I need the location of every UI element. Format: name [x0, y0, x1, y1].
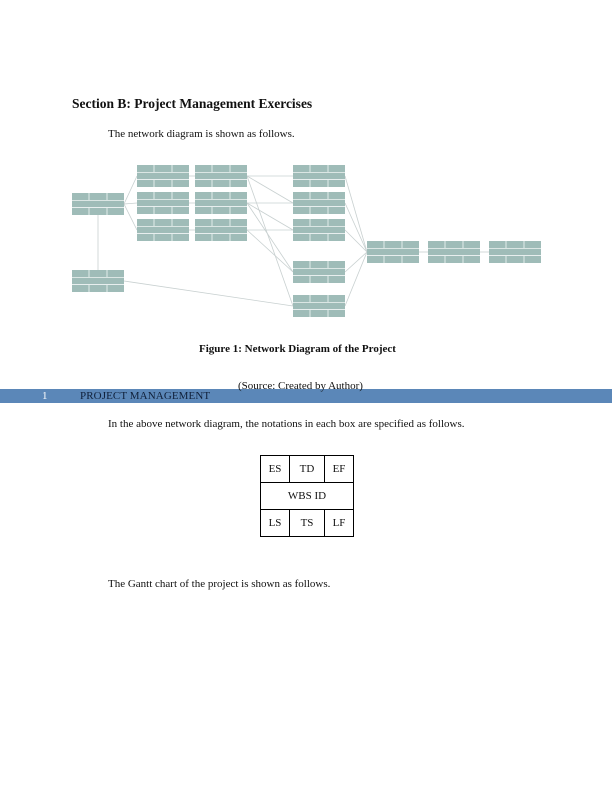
network-node — [72, 270, 124, 292]
network-node — [137, 165, 189, 187]
diagram-edge — [247, 176, 293, 203]
diagram-edge — [124, 176, 137, 204]
diagram-edge — [247, 203, 293, 272]
diagram-edge — [124, 204, 137, 230]
notation-legend-table — [260, 455, 354, 537]
diagram-edge — [247, 230, 293, 272]
diagram-nodes — [72, 165, 541, 317]
network-node — [195, 192, 247, 214]
notation-paragraph: In the above network diagram, the notations in each box are specified as follows. — [108, 418, 465, 430]
legend-ts: TS — [290, 510, 325, 537]
network-node — [293, 295, 345, 317]
network-node — [195, 165, 247, 187]
section-heading: Section B: Project Management Exercises — [72, 96, 313, 111]
network-node — [489, 241, 541, 263]
diagram-edge — [124, 281, 293, 306]
gantt-paragraph: The Gantt chart of the project is shown as follows. — [108, 578, 331, 590]
running-title: PROJECT MANAGEMENT — [80, 390, 211, 402]
legend-td: TD — [290, 456, 325, 483]
figure-caption: Figure 1: Network Diagram of the Project — [199, 343, 396, 355]
diagram-edge — [345, 252, 367, 306]
page-number: 1 — [42, 390, 48, 402]
network-node — [367, 241, 419, 263]
legend-wbs-id: WBS ID — [261, 483, 354, 510]
network-node — [293, 219, 345, 241]
network-node — [293, 165, 345, 187]
legend-ls: LS — [261, 510, 290, 537]
figure-source: (Source: Created by Author) — [238, 380, 363, 392]
network-node — [137, 192, 189, 214]
legend-ef: EF — [325, 456, 354, 483]
diagram-edge — [247, 176, 293, 306]
network-node — [293, 261, 345, 283]
legend-lf: LF — [325, 510, 354, 537]
network-node — [195, 219, 247, 241]
diagram-edge — [345, 203, 367, 252]
network-node — [72, 193, 124, 215]
network-node — [428, 241, 480, 263]
intro-paragraph: The network diagram is shown as follows. — [108, 128, 295, 140]
network-node — [137, 219, 189, 241]
network-node — [293, 192, 345, 214]
diagram-edge — [345, 252, 367, 272]
diagram-edge — [247, 203, 293, 230]
diagram-edge — [124, 203, 137, 204]
legend-es: ES — [261, 456, 290, 483]
